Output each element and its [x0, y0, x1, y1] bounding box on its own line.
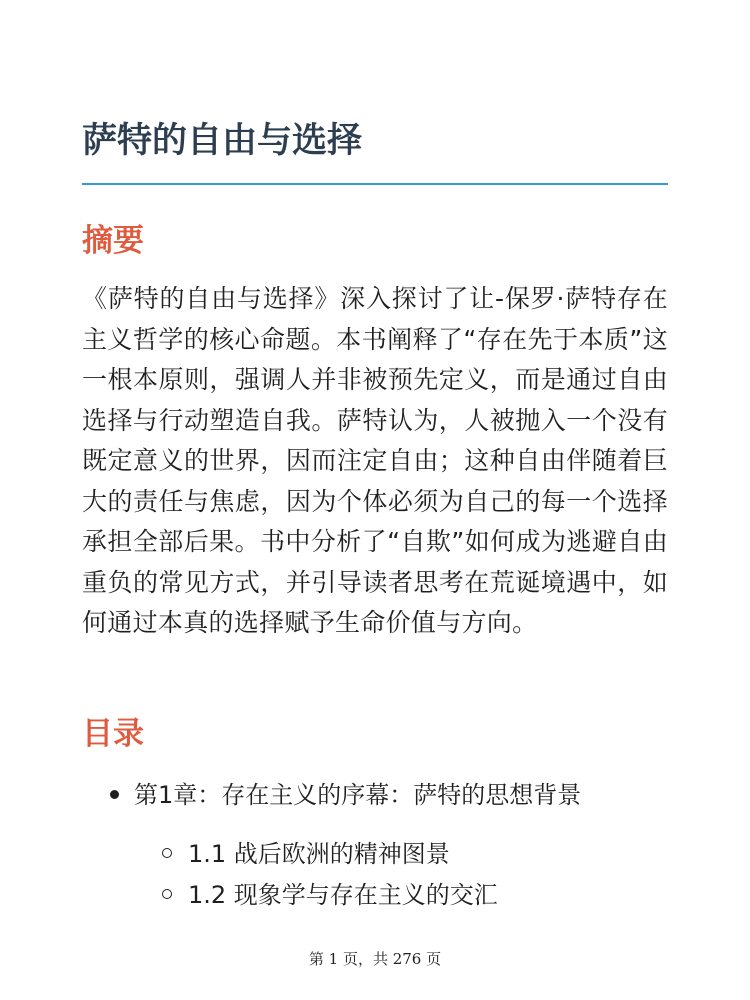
- toc-heading: 目录: [82, 716, 144, 752]
- filled-bullet-icon: [110, 790, 119, 799]
- page-number-footer: 第 1 页，共 276 页: [308, 950, 442, 968]
- toc-section-1-2-label: 1.2 现象学与存在主义的交汇: [188, 881, 498, 909]
- abstract-paragraph: 《萨特的自由与选择》深入探讨了让-保罗·萨特存在主义哲学的核心命题。本书阐释了“存在先于本质”这一根本原则，强调人并非被预先定义，而是通过自由选择与行动塑造自我。萨特认为，人被抛入一个没有既定意义的世界，因而注定自由；这种自由伴随着巨大的责任与焦虑，因为个体必须为自己的每一个选择承担全部后果。书中分析了“自欺”如何成为逃避自由重负的常见方式，并引导读者思考在荒诞境遇中，如何通过本真的选择赋予生命价值与方向。: [82, 284, 668, 637]
- title-divider: [82, 183, 668, 185]
- hollow-bullet-icon: [162, 848, 172, 858]
- toc-chapter-1-label: 第1章：存在主义的序幕：萨特的思想背景: [134, 781, 582, 809]
- toc-section-1-2: [162, 877, 498, 913]
- hollow-bullet-icon: [162, 889, 172, 899]
- document-title: 萨特的自由与选择: [82, 121, 363, 161]
- abstract-heading: 摘要: [82, 223, 144, 259]
- toc-section-1-1: [162, 836, 450, 872]
- toc-chapter-1: [110, 777, 581, 813]
- toc-section-1-1-label: 1.1 战后欧洲的精神图景: [188, 840, 450, 868]
